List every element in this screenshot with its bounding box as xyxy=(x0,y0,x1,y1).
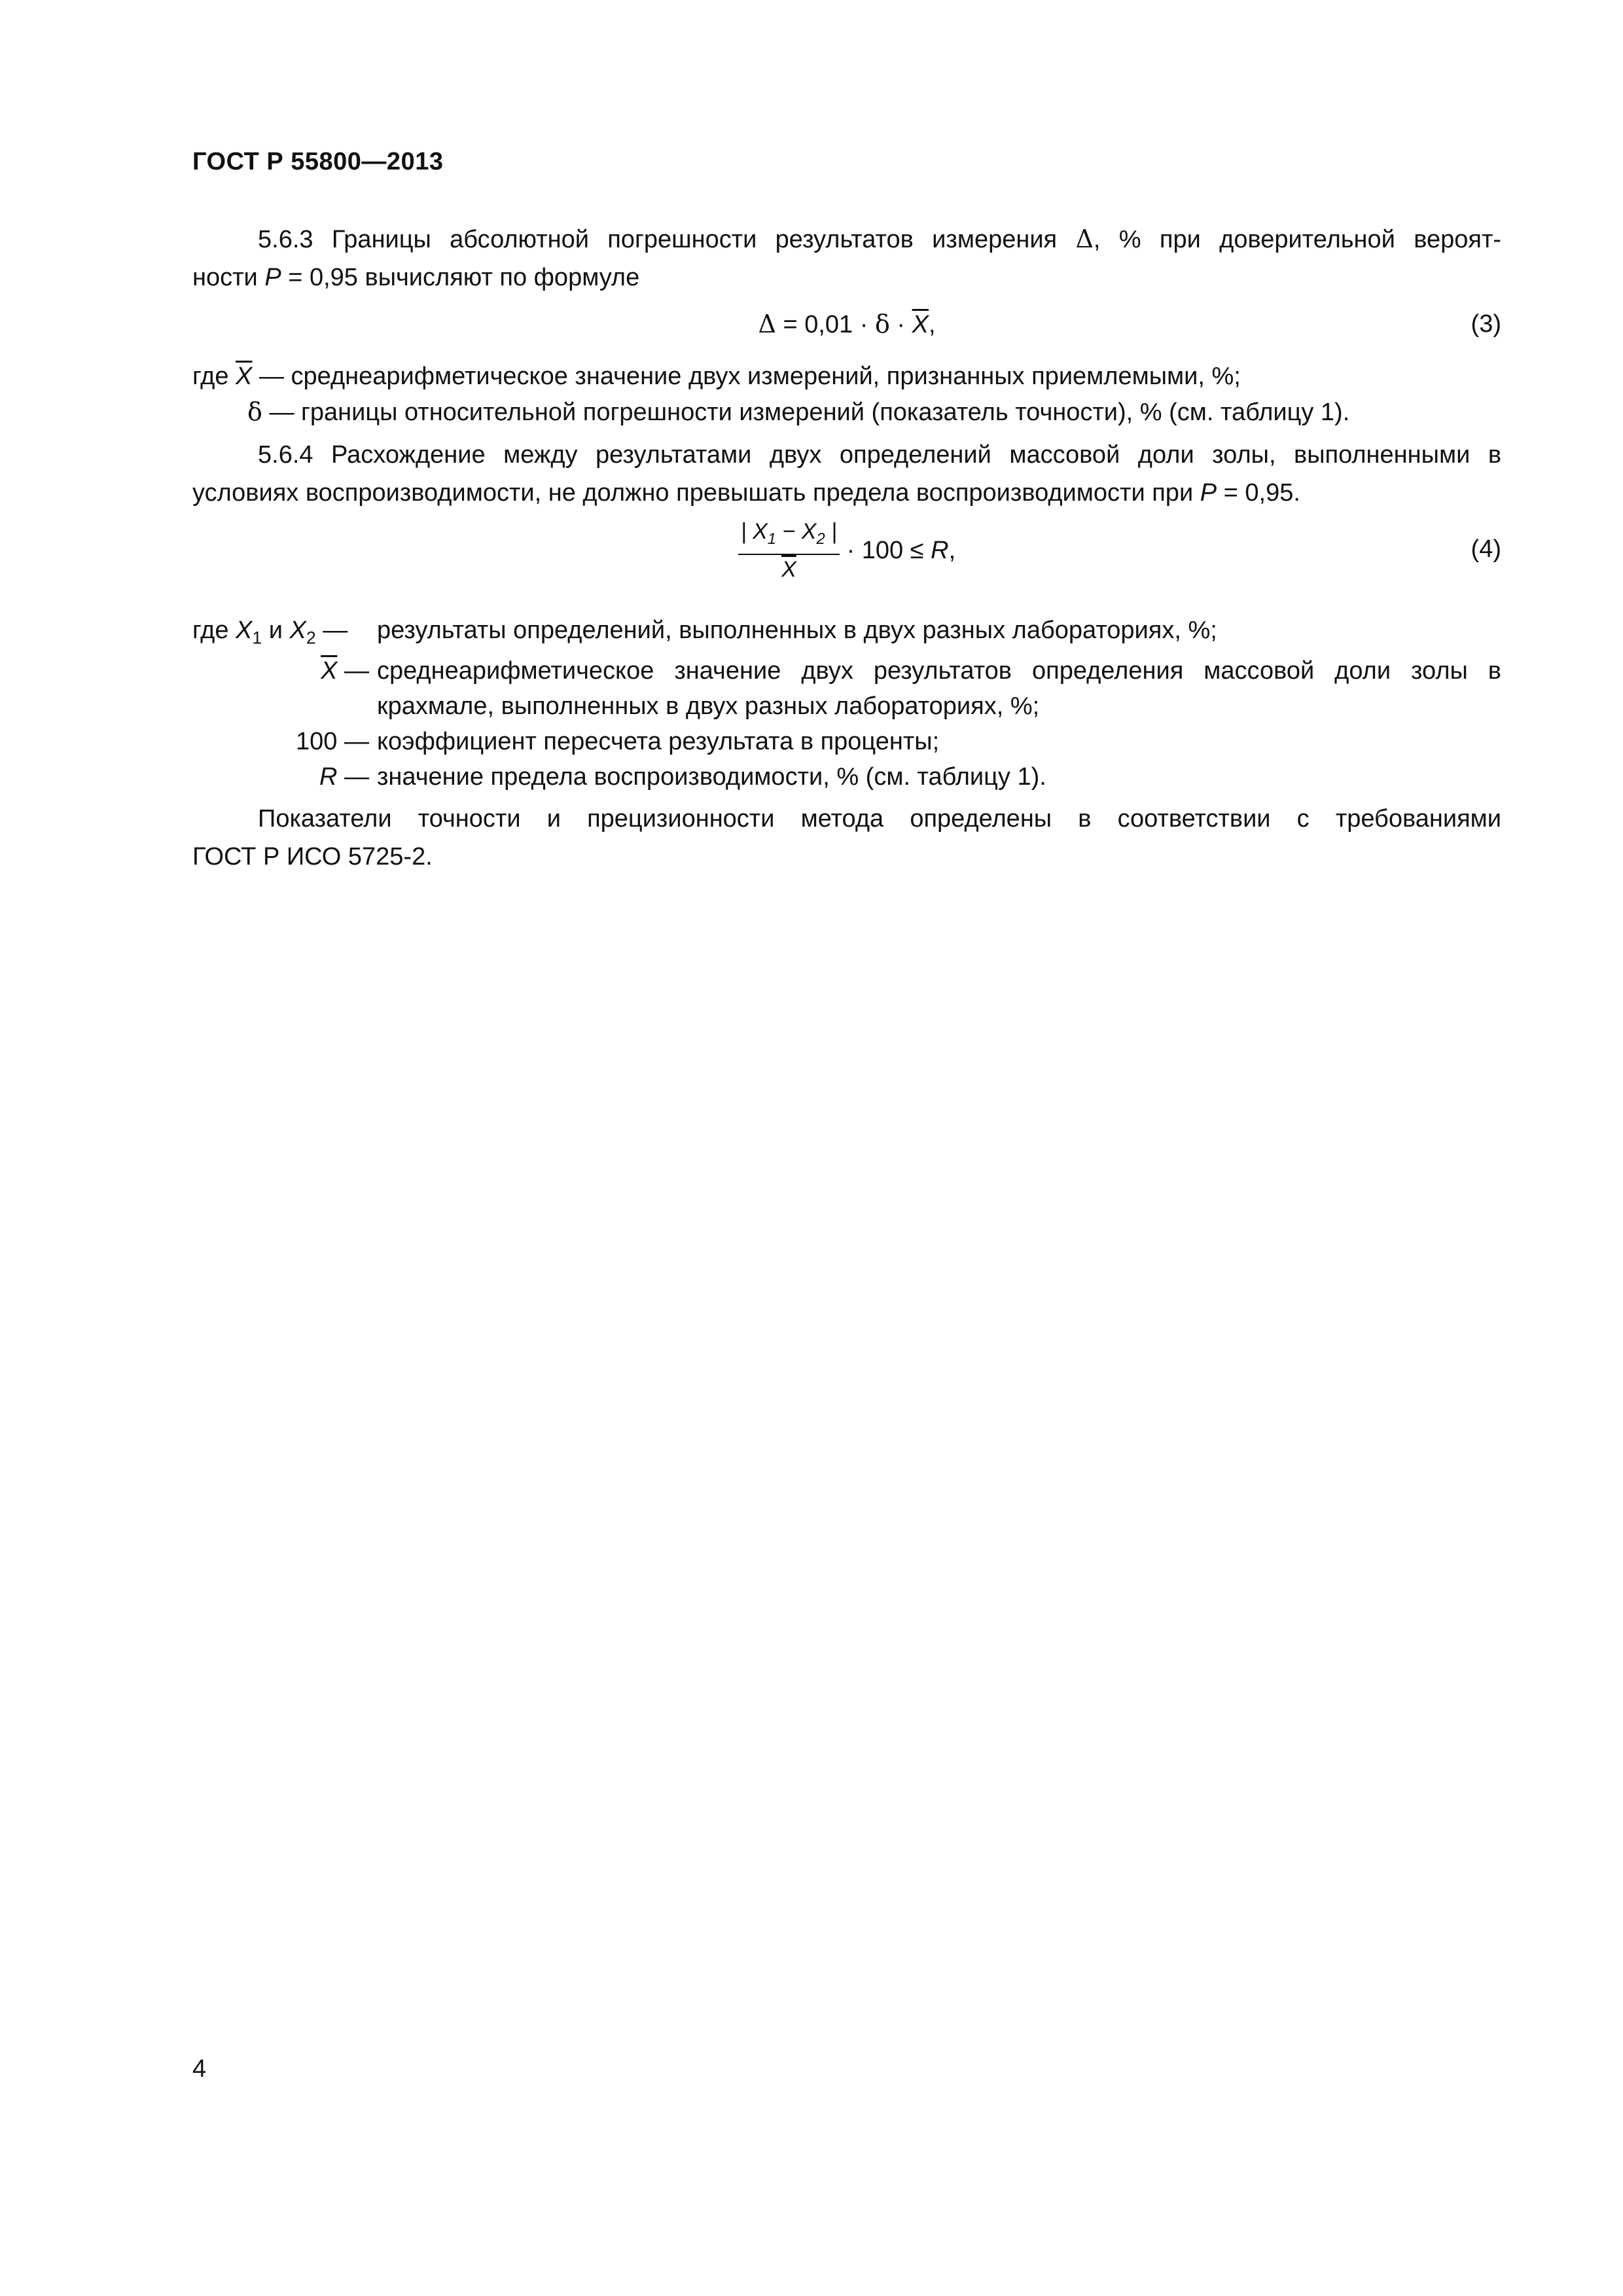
small-delta-symbol: δ xyxy=(247,397,262,426)
legend-term: $\overline{X}$ — xyxy=(321,657,369,685)
x-bar-symbol: $\overline{X}$ xyxy=(912,311,929,338)
document-header: ГОСТ Р 55800—2013 xyxy=(192,148,444,175)
legend-description: — среднеарифметическое значение двух измерений, признанных приемлемыми, %; xyxy=(259,363,1241,390)
fraction-numerator: | $X_1 - X_2$ | xyxy=(738,517,840,555)
paragraph-text: ГОСТ Р ИСО 5725-2. xyxy=(192,843,433,870)
formula-text: · 100 ≤ R, xyxy=(846,536,956,564)
legend-description: значение предела воспроизводимости, % (см. таблицу 1). xyxy=(377,763,1046,791)
legend-formula-4 xyxy=(192,613,1501,809)
paragraph-text: ности xyxy=(192,264,258,291)
paragraph-text: = 0,95 вычисляют по формуле xyxy=(288,264,640,291)
where-label: где xyxy=(192,363,229,390)
legend-description: среднеарифметическое значение двух результатов определения массовой доли золы в xyxy=(377,657,1501,685)
formula-text: , xyxy=(928,311,936,338)
legend-row-x1-x2 xyxy=(192,613,1501,653)
legend-row-100 xyxy=(192,724,1501,759)
legend-description: крахмале, выполненных в двух разных лабораториях, %; xyxy=(377,692,1040,720)
delta-symbol: Δ xyxy=(758,310,776,338)
paragraph-text: Границы абсолютной погрешности результатов измерения xyxy=(331,226,1058,253)
paragraph-text: Показатели точности и прецизионности метода определены в соответствии с требованиями xyxy=(258,805,1501,833)
variable-p: P xyxy=(264,264,281,291)
fraction xyxy=(738,517,840,584)
paragraph-text: , % при доверительной вероят- xyxy=(1093,226,1502,253)
legend-row-delta xyxy=(192,394,1501,429)
fraction-denominator: X xyxy=(781,556,796,582)
legend-term: 100 — xyxy=(296,728,369,755)
x-bar-symbol: $\overline{X}$ xyxy=(236,363,253,390)
paragraph-text: = 0,95. xyxy=(1223,479,1300,507)
equation-number: (4) xyxy=(1471,535,1501,563)
paragraph-5-6-3 xyxy=(192,220,1501,296)
paragraph-text: Расхождение между результатами двух определений массовой доли золы, выполненными в xyxy=(331,441,1502,469)
formula-3-expression xyxy=(192,305,1501,344)
page-number: 4 xyxy=(192,2055,207,2083)
formula-4-expression xyxy=(192,517,1501,584)
legend-description: — границы относительной погрешности измерений (показатель точности), % (см. таблицу 1). xyxy=(269,399,1350,426)
equation-number: (3) xyxy=(1471,310,1501,338)
section-number: 5.6.4 xyxy=(258,441,313,469)
legend-row-x xyxy=(192,359,1501,394)
legend-term: где $X_1$ и $X_2$ — xyxy=(192,617,348,648)
legend-term: R — xyxy=(319,763,369,791)
paragraph-closing xyxy=(192,800,1501,876)
variable-p: P xyxy=(1200,479,1217,507)
formula-3 xyxy=(192,305,1501,343)
section-number: 5.6.3 xyxy=(258,226,313,253)
small-delta-symbol: δ xyxy=(874,310,890,338)
paragraph-5-6-4 xyxy=(192,436,1501,512)
delta-symbol: Δ xyxy=(1075,224,1094,253)
legend-description: результаты определений, выполненных в двух разных лабораториях, %; xyxy=(377,617,1217,644)
legend-row-r xyxy=(192,759,1501,795)
variable-r: R xyxy=(931,536,949,564)
legend-row-x-bar xyxy=(192,653,1501,724)
legend-description: коэффициент пересчета результата в проценты; xyxy=(377,728,940,755)
paragraph-text: условиях воспроизводимости, не должно превышать предела воспроизводимости при xyxy=(192,479,1194,507)
formula-text: · xyxy=(889,311,912,338)
formula-4 xyxy=(192,517,1501,583)
formula-text: = 0,01 · xyxy=(776,311,875,338)
legend-formula-3 xyxy=(192,359,1501,429)
